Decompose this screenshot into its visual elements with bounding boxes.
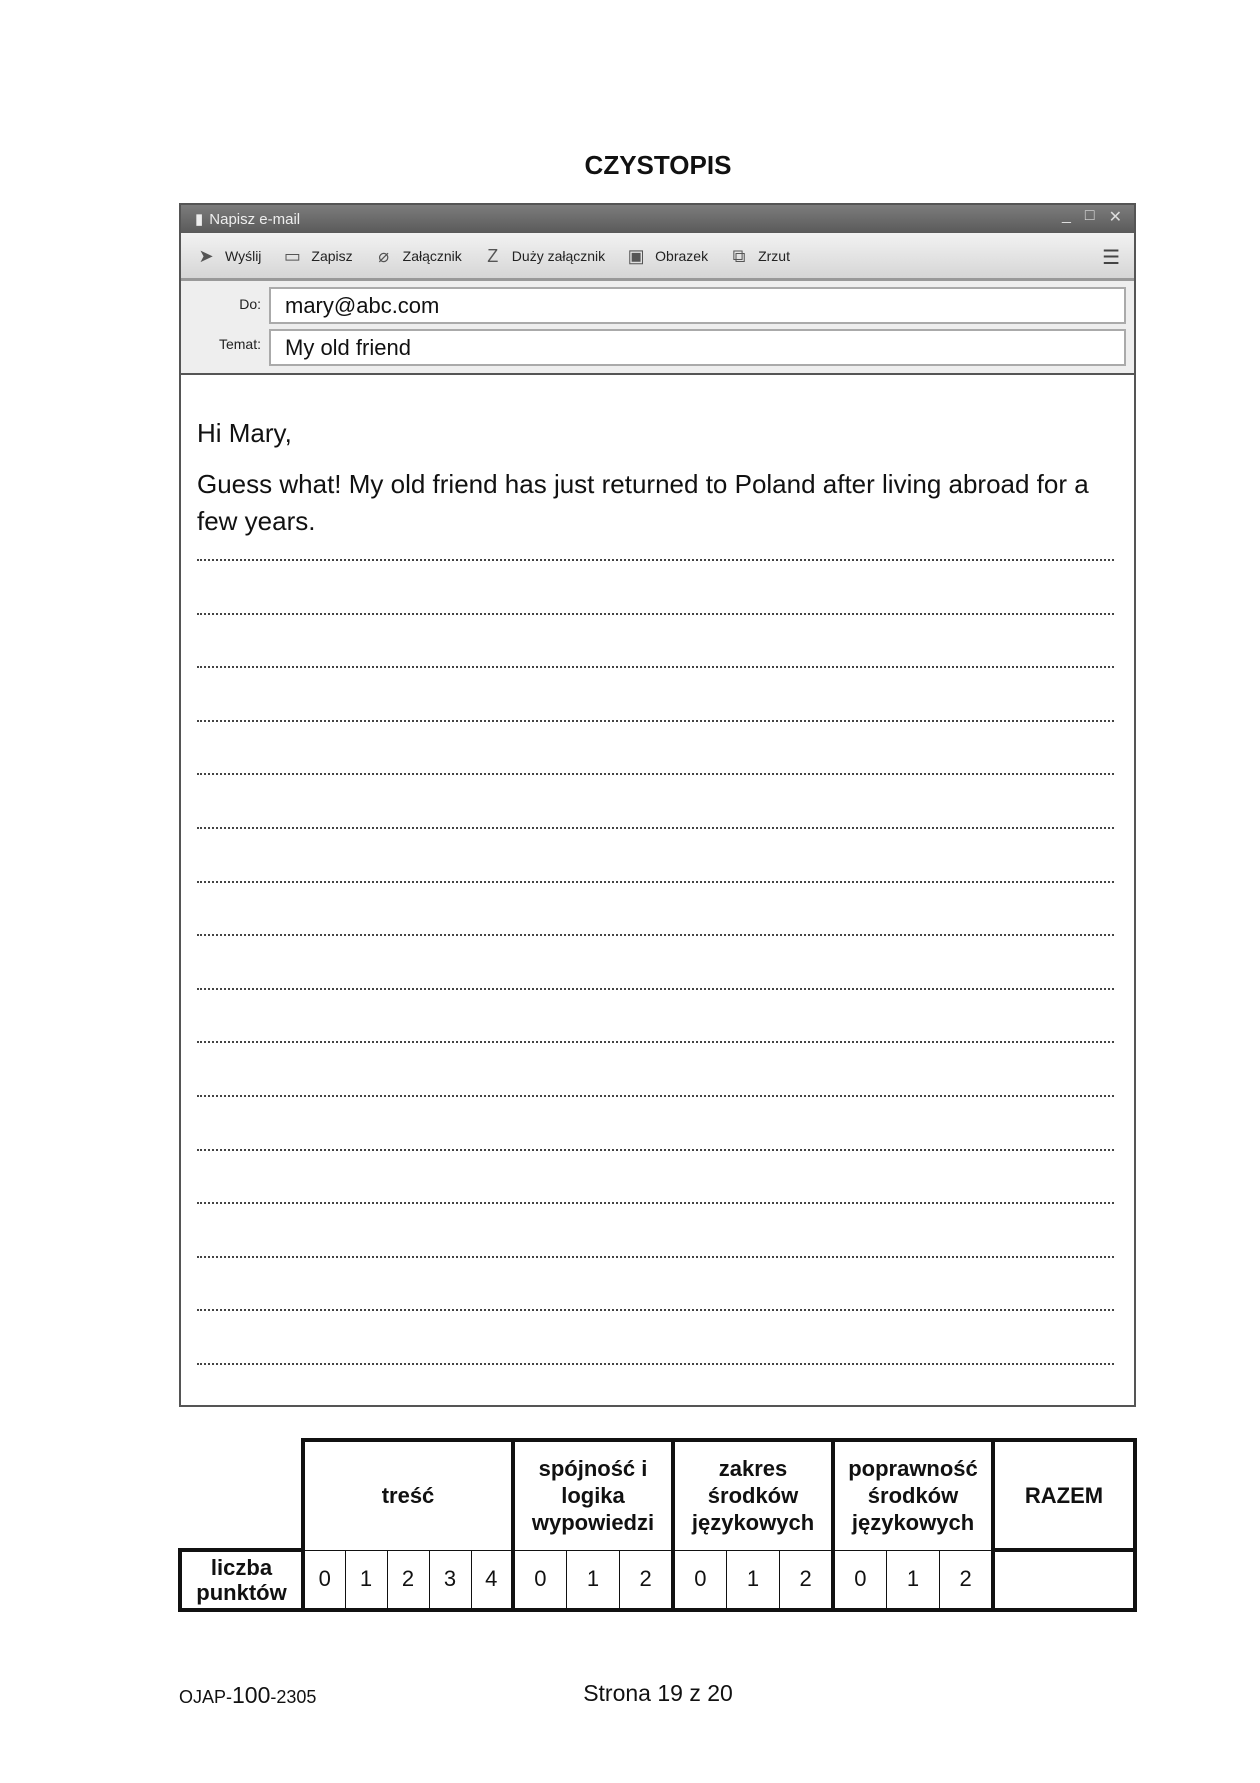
toolbar-label: Wyślij	[225, 247, 262, 264]
score-cell[interactable]: 1	[566, 1550, 619, 1610]
writing-line[interactable]	[197, 666, 1114, 668]
score-cell[interactable]: 1	[886, 1550, 939, 1610]
crop-icon: ⧉	[732, 245, 746, 266]
email-body[interactable]	[197, 415, 1118, 540]
toolbar-label: Duży załącznik	[511, 247, 606, 264]
maximize-button[interactable]: □	[1084, 207, 1095, 224]
page-number: Strona 19 z 20	[583, 1680, 733, 1706]
header-coherence: spójność i logika wypowiedzi	[513, 1440, 673, 1550]
document-icon: ▮	[195, 211, 204, 228]
paperclip-icon: ⌀	[378, 245, 390, 266]
save-icon: ▭	[283, 245, 301, 266]
score-cell[interactable]: 0	[303, 1550, 345, 1610]
header-content: treść	[303, 1440, 513, 1550]
toolbar-paperclip-button[interactable]	[373, 246, 462, 266]
code-suffix: -2305	[270, 1687, 317, 1707]
code-prefix: OJAP-	[179, 1687, 233, 1707]
to-input[interactable]: mary@abc.com	[269, 287, 1126, 324]
writing-line[interactable]	[197, 773, 1114, 775]
toolbar-crop-button[interactable]	[728, 246, 790, 266]
toolbar-label: Załącznik	[402, 247, 462, 264]
window-titlebar	[181, 205, 1134, 233]
header-range: zakres środków językowych	[673, 1440, 833, 1550]
writing-line[interactable]	[197, 1202, 1114, 1204]
send-icon: ➤	[198, 245, 214, 266]
scoring-table	[178, 1438, 1137, 1612]
writing-line[interactable]	[197, 827, 1114, 829]
score-cell[interactable]: 3	[429, 1550, 471, 1610]
minimize-button[interactable]: _	[1062, 207, 1071, 224]
writing-line[interactable]	[197, 1149, 1114, 1151]
score-cell[interactable]: 0	[833, 1550, 886, 1610]
writing-line[interactable]	[197, 881, 1114, 883]
writing-line[interactable]	[197, 613, 1114, 615]
toolbar-label: Zrzut	[758, 247, 790, 264]
writing-line[interactable]	[197, 1041, 1114, 1043]
page-title: CZYSTOPIS	[584, 150, 732, 180]
toolbar-send-button[interactable]	[195, 246, 261, 266]
score-cell[interactable]: 1	[345, 1550, 387, 1610]
writing-line[interactable]	[197, 1363, 1114, 1365]
header-fields	[181, 281, 1134, 375]
score-cell[interactable]: 2	[387, 1550, 429, 1610]
score-cell[interactable]: 0	[673, 1550, 726, 1610]
to-label: Do:	[239, 296, 261, 312]
toolbar	[181, 233, 1134, 281]
writing-line[interactable]	[197, 559, 1114, 561]
subject-input[interactable]: My old friend	[269, 329, 1126, 366]
email-window	[179, 203, 1136, 1407]
opening-paragraph: Guess what! My old friend has just returned to Poland after living abroad for a few years.	[197, 469, 1089, 536]
menu-icon[interactable]: ☰	[1102, 247, 1120, 269]
toolbar-label: Zapisz	[311, 247, 353, 264]
toolbar-label: Obrazek	[655, 247, 709, 264]
score-cell[interactable]: 0	[513, 1550, 566, 1610]
writing-line[interactable]	[197, 1256, 1114, 1258]
score-cell[interactable]: 2	[780, 1550, 833, 1610]
header-accuracy: poprawność środków językowych	[833, 1440, 993, 1550]
writing-line[interactable]	[197, 1095, 1114, 1097]
large-attachment-icon: Z	[487, 245, 499, 266]
total-cell[interactable]	[993, 1550, 1135, 1610]
score-cell[interactable]: 2	[940, 1550, 993, 1610]
toolbar-image-button[interactable]	[625, 246, 708, 266]
writing-line[interactable]	[197, 988, 1114, 990]
score-cell[interactable]: 1	[726, 1550, 779, 1610]
header-total: RAZEM	[993, 1440, 1135, 1550]
greeting: Hi Mary,	[197, 418, 292, 448]
writing-line[interactable]	[197, 720, 1114, 722]
toolbar-save-button[interactable]	[281, 246, 352, 266]
subject-label: Temat:	[218, 336, 261, 352]
points-label: liczba punktów	[180, 1550, 303, 1610]
score-cell[interactable]: 4	[471, 1550, 513, 1610]
image-icon: ▣	[627, 245, 645, 266]
code-number: 100	[232, 1682, 271, 1708]
writing-line[interactable]	[197, 1309, 1114, 1311]
writing-line[interactable]	[197, 934, 1114, 936]
close-button[interactable]: ✕	[1108, 209, 1122, 226]
score-cell[interactable]: 2	[620, 1550, 673, 1610]
toolbar-large-attachment-button[interactable]	[482, 246, 605, 266]
window-title: Napisz e-mail	[209, 210, 301, 228]
